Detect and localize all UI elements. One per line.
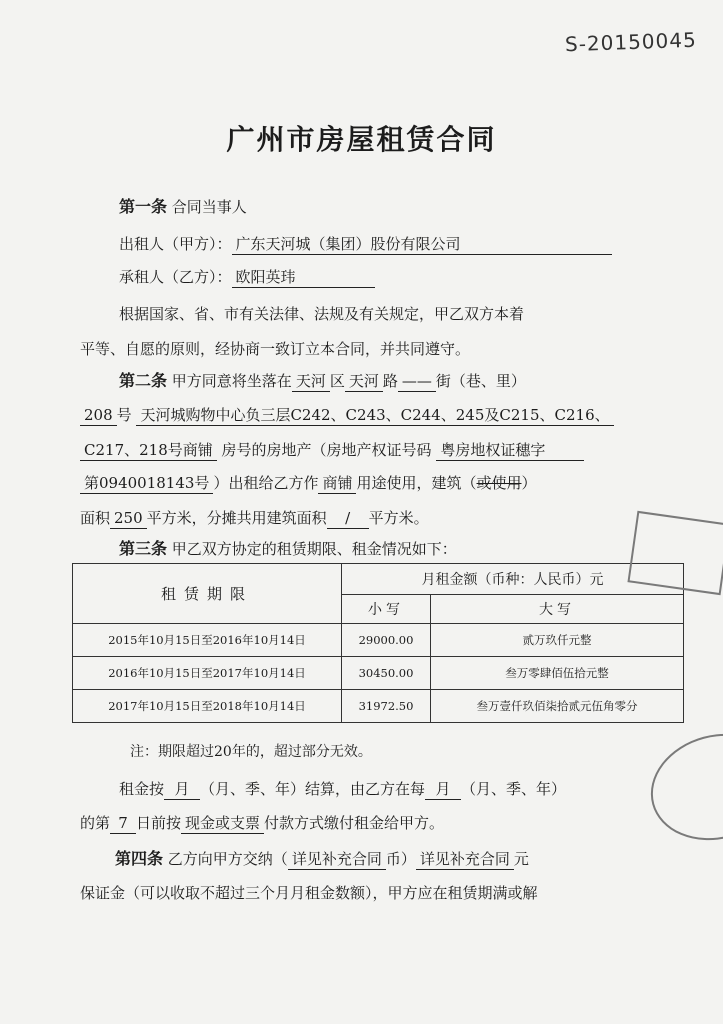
article1-line: [119, 196, 654, 218]
period-options: （月、季、年）: [461, 780, 567, 798]
seal-stamp: [639, 719, 723, 854]
unit-part-1: 天河城购物中心负三层C242、C243、C244、245及C215、C216、: [136, 405, 613, 426]
article2-line-2: [80, 404, 650, 426]
doc-number: S-20150045: [564, 27, 698, 57]
use-label-2: 用途使用，建筑（: [356, 474, 477, 492]
each-period: 月: [425, 779, 461, 800]
period-cell: 2015年10月15日至2016年10月14日: [73, 624, 342, 657]
period-cell: 2017年10月15日至2018年10月14日: [73, 690, 342, 723]
street-value: ——: [398, 371, 436, 392]
col-rent-header: 月租金额（币种：人民币）元: [342, 564, 684, 595]
area-unit: 平方米。: [368, 509, 429, 527]
basis-line-1: 根据国家、省、市有关法律、法规及有关规定，甲乙双方本着: [119, 305, 525, 323]
currency-label: 币）: [385, 850, 416, 868]
article2-line-5: [80, 507, 650, 529]
unit-part-2: C217、218号商铺: [80, 440, 217, 461]
cert-part-2: 第0940018143号: [80, 473, 213, 494]
cert-part-1: 粤房地权证穗字: [436, 440, 584, 461]
big-amount-cell: 贰万玖仟元整: [431, 624, 684, 657]
article1-text: 合同当事人: [171, 198, 247, 216]
small-amount-cell: 29000.00: [342, 624, 431, 657]
road-value: 天河: [345, 371, 383, 392]
table-row: [73, 624, 684, 657]
use-label: ）出租给乙方作: [213, 474, 319, 492]
cert-label: 房号的房地产（房地产权证号码: [221, 441, 432, 459]
col-small-header: 小写: [342, 595, 431, 624]
article2-line-1: [119, 370, 654, 392]
article3-text: 甲乙双方协定的租赁期限、租金情况如下：: [171, 540, 457, 558]
rent-settlement-line: [119, 778, 654, 800]
shared-area-value: /: [327, 508, 369, 529]
settle-label: 租金按: [119, 780, 165, 798]
article4-line-2: 保证金（可以收取不超过三个月月租金数额），甲方应在租赁期满或解: [80, 884, 538, 902]
term-note: 注：期限超过20年的，超过部分无效。: [130, 744, 372, 760]
deposit-label: 乙方向甲方交纳（: [167, 850, 288, 868]
table-row: [73, 657, 684, 690]
close-paren: ）: [521, 474, 537, 492]
article3-heading: 第三条: [119, 539, 168, 558]
article2-line-4: [80, 472, 650, 494]
pay-day: 7: [110, 813, 136, 834]
lessee-label: 承租人（乙方）：: [119, 268, 232, 286]
article3-line: [119, 538, 654, 560]
lessor-line: [119, 233, 654, 255]
struck-text: 或使用: [476, 474, 522, 492]
road-label: 路: [382, 372, 398, 390]
table-row: [73, 690, 684, 723]
street-label: 街（巷、里）: [435, 372, 526, 390]
rent-table: [72, 563, 684, 723]
basis-line-2: 平等、自愿的原则，经协商一致订立本合同，并共同遵守。: [80, 340, 471, 358]
col-big-header: 大写: [431, 595, 684, 624]
page-title: 广州市房屋租赁合同: [226, 123, 497, 156]
article2-heading: 第二条: [119, 371, 168, 390]
deposit-currency: 详见补充合同: [288, 849, 386, 870]
amount-unit: 元: [513, 850, 529, 868]
period-cell: 2016年10月15日至2017年10月14日: [73, 657, 342, 690]
use-value: 商铺: [318, 473, 356, 494]
district-value: 天河: [292, 371, 330, 392]
small-amount-cell: 31972.50: [342, 690, 431, 723]
settle-text: （月、季、年）结算，由乙方在每: [200, 780, 426, 798]
area-value: 250: [110, 508, 147, 529]
small-amount-cell: 30450.00: [342, 657, 431, 690]
day-label: 的第: [80, 814, 111, 832]
article2-text: 甲方同意将坐落在: [171, 372, 292, 390]
article4-heading: 第四条: [115, 849, 164, 868]
col-period-header: 租赁期限: [73, 564, 342, 624]
deposit-amount: 详见补充合同: [416, 849, 514, 870]
house-number: 208: [80, 405, 117, 426]
district-label: 区: [329, 372, 345, 390]
big-amount-cell: 叁万壹仟玖佰柒拾贰元伍角零分: [431, 690, 684, 723]
method-label: 日前按: [136, 814, 182, 832]
shared-area-label: 平方米，分摊共用建筑面积: [146, 509, 327, 527]
article1-heading: 第一条: [119, 197, 168, 216]
settle-period: 月: [164, 779, 200, 800]
pay-method: 现金或支票: [181, 813, 264, 834]
number-label: 号: [116, 406, 132, 424]
lessee-value: 欧阳英玮: [232, 267, 375, 288]
area-label: 面积: [80, 509, 111, 527]
lessor-value: 广东天河城（集团）股份有限公司: [232, 234, 612, 255]
lessor-label: 出租人（甲方）：: [119, 235, 232, 253]
payment-text: 付款方式缴付租金给甲方。: [264, 814, 445, 832]
lessee-line: [119, 266, 654, 288]
big-amount-cell: 叁万零肆佰伍拾元整: [431, 657, 684, 690]
article2-line-3: [80, 439, 650, 461]
payment-line: [80, 812, 650, 834]
article4-line-1: [115, 848, 650, 870]
seal-stamp: [627, 511, 723, 595]
